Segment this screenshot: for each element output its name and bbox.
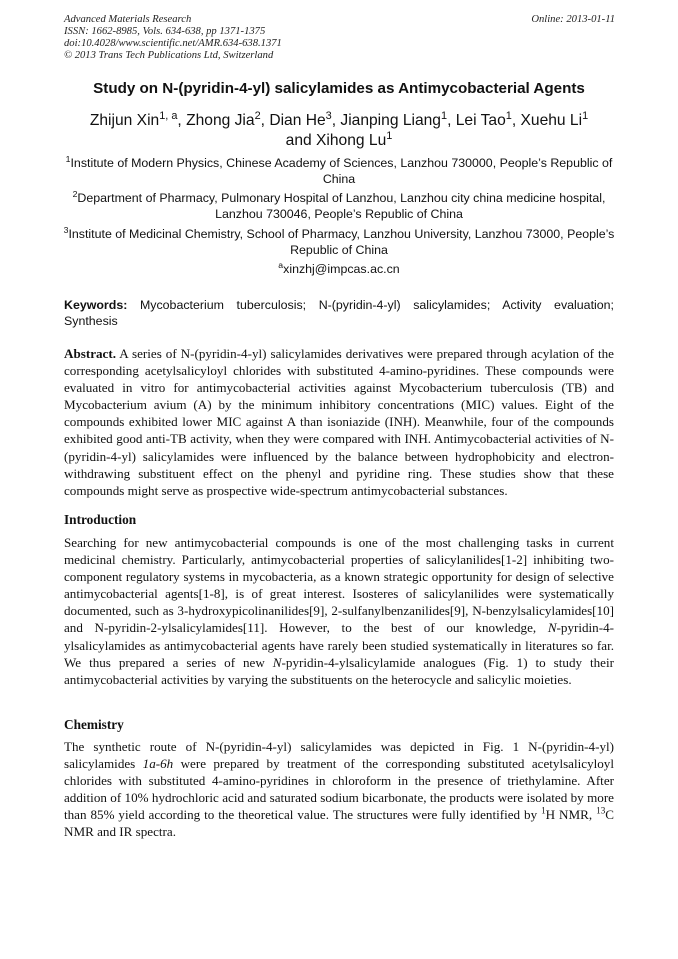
author-list (64, 111, 614, 151)
abstract (64, 345, 614, 499)
introduction-paragraph: Searching for new antimycobacterial compounds is one of the most challenging tasks in current medicinal chemistry. Particularly, antimycobacterial properties of salicylanilides[1-2] inhibiting two-component regulatory systems in mycobacteria, as a known strategic opportunity for design of selective antimycobacterial agents[1-8], is of great interest. Isosteres of salicylanilides were systematically documented, such as 3-hydroxypicolinanilides[9], 2-sulfanylbenzanilides[9], N-benzylsalicylamides[10] and N-pyridin-2-ylsalicylamides[11]. However, to the best of our knowledge, N-pyridin-4-ylsalicylamides as antimycobacterial agents have rarely been studied systematically in literatures so far. We thus prepared a series of new N-pyridin-4-ylsalicylamide analogues (Fig. 1) to study their antimycobacterial activities by varying the substituents on the heterocycle and salicylic moieties. (64, 535, 614, 687)
author: Zhijun Xin$^{1, a}$, (89, 109, 187, 129)
journal-name: Advanced Materials Research (64, 14, 192, 25)
corresponding-email[interactable]: $^a$xinzhj@impcas.ac.cn (278, 259, 400, 276)
keywords-text: Mycobacterium tuberculosis; N-(pyridin-4-yl) salicylamides; Activity evaluation; Synthesis (64, 298, 614, 328)
chemistry-paragraph: The synthetic route of N-(pyridin-4-yl) salicylamides was depicted in Fig. 1 N-(pyridin-4-yl) salicylamides 1a-6h were prepared by treatment of the corresponding substituted acetylsalicyloyl chlorides with substituted 4-amino-pyridines in chloroform in the presence of triethylamine. After addition of 10% hydrochloric acid and saturated sodium bicarbonate, the products were isolated by more than 85% yield according to the theoretical value. The structures were fully identified by $^1$H NMR, $^{13}$C NMR and IR spectra. (64, 739, 614, 840)
abstract-label: Abstract. (64, 346, 116, 361)
section-heading-introduction: Introduction (64, 512, 137, 527)
issn-line: ISSN: 1662-8985, Vols. 634-638, pp 1371-1375 (64, 26, 266, 37)
author: Zhong Jia$^2$, (186, 109, 270, 129)
journal-header (64, 14, 282, 62)
author: Xuehu Li$^1$ (520, 109, 589, 129)
author: Lei Tao$^1$, (455, 109, 521, 129)
paper-title: Study on N-(pyridin-4-yl) salicylamides as Antimycobacterial Agents (93, 80, 585, 97)
online-date: Online: 2013-01-11 (531, 14, 615, 25)
author: and Xihong Lu$^1$ (285, 129, 393, 149)
affiliation-3: $^3$Institute of Medicinal Chemistry, School of Pharmacy, Lanzhou University, Lanzhou 73000, People’s Republic of China (63, 224, 615, 257)
affiliation-2: $^2$Department of Pharmacy, Pulmonary Hospital of Lanzhou, Lanzhou city china medicine hospital, Lanzhou 730046, People’s Republic of China (72, 188, 606, 221)
author: Dian He$^3$, (269, 109, 341, 129)
affiliation-1: $^1$Institute of Modern Physics, Chinese Academy of Sciences, Lanzhou 730000, People’s Republic of China (65, 153, 613, 186)
copyright-line: © 2013 Trans Tech Publications Ltd, Switzerland (64, 50, 274, 61)
section-heading-chemistry: Chemistry (64, 717, 124, 732)
keywords-label: Keywords: (64, 298, 128, 312)
doi-link[interactable]: doi:10.4028/www.scientific.net/AMR.634-638.1371 (64, 38, 282, 49)
keywords (64, 297, 614, 329)
author: Jianping Liang$^1$, (340, 109, 456, 129)
abstract-text: A series of N-(pyridin-4-yl) salicylamides derivatives were prepared through acylation of the corresponding acetylsalicyloyl chlorides with substituted 4-amino-pyridines. These compounds were evaluated in vitro for antimycobacterial activities against Mycobacterium tuberculosis (TB) and Mycobacterium avium (A) by the minimum inhibitory concentrations (MIC) values. Eight of the compounds exhibited lower MIC against A than isoniazide (INH). Meanwhile, four of the compounds exhibited good anti-TB activity, when they were compared with INH. Antimycobacterial activities of N-(pyridin-4-yl) salicylamides were influenced by the balance between hydrophobicity and electron-withdrawing substituent effect on the phenyl and pyridine ring. These studies show that these compounds might serve as prospective wide-spectrum antimycobacterial substances. (64, 346, 614, 498)
